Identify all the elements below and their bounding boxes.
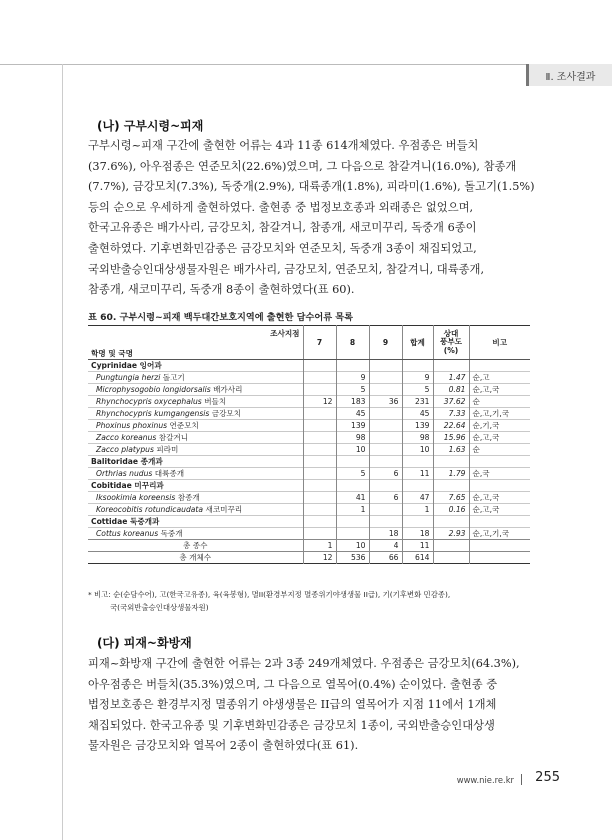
scientific-name: Zacco koreanus	[96, 433, 157, 442]
count-site-7: 12	[303, 396, 336, 408]
family-name: Balitoridae 종개과	[88, 456, 303, 468]
empty-cell	[433, 516, 469, 528]
count-site-8: 9	[336, 372, 369, 384]
family-row	[88, 456, 530, 468]
paragraph-line: 채집되었다. 한국고유종 및 기후변화민감종은 금강모치 1종이, 국외반출승인대상생	[88, 718, 495, 732]
footer-url: www.nie.re.kr	[456, 775, 514, 785]
count-site-9	[369, 408, 402, 420]
header-col-9: 9	[369, 326, 402, 360]
count-site-7	[303, 444, 336, 456]
table-body	[88, 360, 530, 564]
species-name-cell	[88, 420, 303, 432]
total-label: 총 종수	[88, 540, 303, 552]
korean-name: 피라미	[156, 445, 179, 454]
total-site-7: 1	[303, 540, 336, 552]
relative-abundance: 7.65	[433, 492, 469, 504]
korean-name: 연준모치	[169, 421, 199, 430]
scientific-name: Phoxinus phoxinus	[96, 421, 168, 430]
family-name: Cottidae 둑중개과	[88, 516, 303, 528]
remark: 순	[469, 396, 530, 408]
header-name-cell	[88, 326, 303, 360]
family-name: Cyprinidae 잉어과	[91, 361, 162, 370]
count-site-9	[369, 432, 402, 444]
total-label: 총 개체수	[88, 552, 303, 564]
count-site-8: 139	[336, 420, 369, 432]
section-b-paragraph	[88, 136, 535, 301]
count-site-8: 183	[336, 396, 369, 408]
table-header-row	[88, 326, 530, 360]
empty-cell	[469, 360, 530, 372]
scientific-name: Orthrias nudus	[96, 469, 153, 478]
paragraph-line: 한국고유종은 배가사리, 금강모치, 참갈겨니, 참종개, 새코미꾸리, 독중개 6종이	[88, 221, 477, 235]
species-name-cell	[88, 384, 303, 396]
empty-cell	[469, 516, 530, 528]
empty-cell	[433, 456, 469, 468]
header-col-8: 8	[336, 326, 369, 360]
empty-cell	[469, 456, 530, 468]
count-site-8: 98	[336, 432, 369, 444]
count-site-8: 5	[336, 468, 369, 480]
count-total: 9	[402, 372, 433, 384]
empty-cell	[303, 360, 336, 372]
table-row	[88, 420, 530, 432]
count-total: 47	[402, 492, 433, 504]
fish-table	[88, 325, 530, 564]
table-caption: 표 60. 구부시령~피재 백두대간보호지역에 출현한 담수어류 목록	[88, 312, 354, 323]
total-site-9: 66	[369, 552, 402, 564]
species-name-cell	[88, 396, 303, 408]
scientific-name: Cottus koreanus	[96, 529, 159, 538]
paragraph-line: (7.7%), 금강모치(7.3%), 독중개(2.9%), 대륙종개(1.8%), 피라미(1.6%), 돌고기(1.5%)	[88, 180, 535, 194]
section-c-title: (다) 피재~화방재	[97, 636, 192, 650]
paragraph-line: 아우점종은 버들치(35.3%)였으며, 그 다음으로 열목어(0.4%) 순이었다. 출현종 중	[88, 677, 498, 691]
count-total: 98	[402, 432, 433, 444]
total-sum: 614	[402, 552, 433, 564]
total-site-7: 12	[303, 552, 336, 564]
count-site-9	[369, 420, 402, 432]
paragraph-line: (37.6%), 아우점종은 연준모치(22.6%)였으며, 그 다음으로 참갈겨니(16.0%), 참종개	[88, 159, 517, 173]
species-name-cell	[88, 468, 303, 480]
header-total: 합계	[402, 326, 433, 360]
table-note	[88, 588, 528, 614]
paragraph-line: 법정보호종은 환경부지정 멸종위기 야생생물은 II급의 열목어가 지점 11에서 1개체	[88, 698, 497, 712]
count-total: 11	[402, 468, 433, 480]
table-row	[88, 432, 530, 444]
count-site-8: 45	[336, 408, 369, 420]
empty-cell	[433, 552, 469, 564]
running-header	[526, 64, 612, 86]
table-row	[88, 492, 530, 504]
table-row	[88, 444, 530, 456]
count-site-9: 18	[369, 528, 402, 540]
count-site-7	[303, 468, 336, 480]
count-site-9: 6	[369, 468, 402, 480]
empty-cell	[336, 516, 369, 528]
count-total: 231	[402, 396, 433, 408]
empty-cell	[336, 360, 369, 372]
empty-cell	[402, 360, 433, 372]
korean-name: 버들치	[204, 397, 227, 406]
total-site-8: 10	[336, 540, 369, 552]
species-name-cell	[88, 504, 303, 516]
relative-abundance: 22.64	[433, 420, 469, 432]
total-site-9: 4	[369, 540, 402, 552]
table-row	[88, 372, 530, 384]
count-total: 18	[402, 528, 433, 540]
korean-name: 새코미꾸리	[205, 505, 243, 514]
empty-cell	[369, 360, 402, 372]
table-row	[88, 384, 530, 396]
paragraph-line: 출현하였다. 기후변화민감종은 금강모치와 연준모치, 독중개 3종이 채집되었고,	[88, 241, 477, 255]
table-row	[88, 528, 530, 540]
paragraph-line: 등의 순으로 우세하게 출현하였다. 출현종 중 법정보호종과 외래종은 없었으며,	[88, 200, 474, 214]
scientific-name: Iksookimia koreensis	[96, 493, 176, 502]
remark: 순,고,기,국	[469, 528, 530, 540]
remark: 순,고,기,국	[469, 408, 530, 420]
count-site-7	[303, 408, 336, 420]
section-c-paragraph	[88, 654, 530, 757]
count-site-7	[303, 492, 336, 504]
table-row	[88, 396, 530, 408]
header-relative	[433, 326, 469, 360]
paragraph-line: 물자원은 금강모치와 열목어 2종이 출현하였다(표 61).	[88, 739, 359, 753]
count-site-8: 41	[336, 492, 369, 504]
remark: 순,고,국	[469, 492, 530, 504]
remark: 순,고,국	[469, 504, 530, 516]
empty-cell	[469, 540, 530, 552]
relative-abundance: 15.96	[433, 432, 469, 444]
count-site-7	[303, 420, 336, 432]
header-relative-3: (%)	[443, 345, 459, 355]
paragraph-line: 국외반출승인대상생물자원은 배가사리, 금강모치, 연준모치, 참갈겨니, 대륙종개,	[88, 262, 485, 276]
korean-name: 독중개	[160, 529, 183, 538]
empty-cell	[369, 480, 402, 492]
count-site-9	[369, 504, 402, 516]
relative-abundance: 1.47	[433, 372, 469, 384]
empty-cell	[469, 480, 530, 492]
scientific-name: Koreocobitis rotundicaudata	[96, 505, 204, 514]
note-line-1: * 비고: 순(순담수어), 고(한국고유종), 육(육봉형), 멸II(환경부지정 멸종위기야생생물 II급), 기(기후변화 민감종),	[88, 590, 451, 599]
table-row	[88, 504, 530, 516]
paragraph-line: 참종개, 새코미꾸리, 독중개 8종이 출현하였다(표 60).	[88, 283, 355, 297]
korean-name: 배가사리	[213, 385, 243, 394]
section-b-title: (나) 구부시령~피재	[97, 119, 204, 133]
species-name-cell	[88, 372, 303, 384]
total-sum: 11	[402, 540, 433, 552]
header-relative-1: 상대	[443, 328, 459, 338]
relative-abundance: 0.16	[433, 504, 469, 516]
margin-rule	[62, 64, 63, 840]
total-row	[88, 540, 530, 552]
count-site-9	[369, 444, 402, 456]
header-remark: 비고	[469, 326, 530, 360]
remark: 순,고	[469, 372, 530, 384]
page-number: 255	[535, 770, 560, 785]
count-site-7	[303, 504, 336, 516]
empty-cell	[433, 360, 469, 372]
count-site-8: 10	[336, 444, 369, 456]
paragraph-line: 피재~화방재 구간에 출현한 어류는 2과 3종 249개체였다. 우점종은 금강모치(64.3%),	[88, 657, 520, 670]
remark: 순	[469, 444, 530, 456]
header-site-label: 조사지점	[270, 329, 300, 338]
count-site-7	[303, 372, 336, 384]
family-row	[88, 360, 530, 372]
species-name-cell	[88, 408, 303, 420]
count-site-9: 36	[369, 396, 402, 408]
count-site-7	[303, 528, 336, 540]
species-name-cell	[88, 432, 303, 444]
remark: 순,고,국	[469, 432, 530, 444]
footer-separator	[521, 774, 522, 785]
count-site-8	[336, 528, 369, 540]
remark: 순,고,국	[469, 384, 530, 396]
scientific-name: Pungtungia herzi	[96, 373, 161, 382]
family-row	[88, 516, 530, 528]
korean-name: 참갈겨니	[158, 433, 189, 442]
empty-cell	[336, 456, 369, 468]
table-row	[88, 468, 530, 480]
empty-cell	[433, 540, 469, 552]
section-c-heading	[97, 634, 192, 651]
empty-cell	[433, 480, 469, 492]
empty-cell	[336, 480, 369, 492]
count-site-7	[303, 384, 336, 396]
scientific-name: Rhynchocypris oxycephalus	[96, 397, 202, 406]
note-line-2: 국(국외반출승인대상생물자원)	[110, 603, 209, 612]
korean-name: 금강모치	[211, 409, 242, 418]
empty-cell	[469, 552, 530, 564]
empty-cell	[369, 516, 402, 528]
count-total: 45	[402, 408, 433, 420]
korean-name: 돌고기	[162, 373, 185, 382]
relative-abundance: 7.33	[433, 408, 469, 420]
korean-name: 참종개	[177, 493, 200, 502]
count-site-9: 6	[369, 492, 402, 504]
scientific-name: Zacco platypus	[96, 445, 154, 454]
family-row	[88, 480, 530, 492]
relative-abundance: 0.81	[433, 384, 469, 396]
remark: 순,기,국	[469, 420, 530, 432]
species-name-cell	[88, 444, 303, 456]
empty-cell	[402, 456, 433, 468]
relative-abundance: 1.63	[433, 444, 469, 456]
count-site-8: 1	[336, 504, 369, 516]
count-total: 1	[402, 504, 433, 516]
table-row	[88, 408, 530, 420]
relative-abundance: 37.62	[433, 396, 469, 408]
header-relative-2: 풍부도	[439, 337, 462, 347]
count-total: 10	[402, 444, 433, 456]
empty-cell	[303, 516, 336, 528]
section-b-heading	[97, 117, 203, 134]
empty-cell	[402, 480, 433, 492]
korean-name: 대륙종개	[154, 469, 185, 478]
header-name-label: 학명 및 국명	[91, 349, 133, 358]
family-name: Cobitidae 미꾸리과	[88, 480, 303, 492]
scientific-name: Microphysogobio longidorsalis	[96, 385, 211, 394]
count-site-8: 5	[336, 384, 369, 396]
count-site-9	[369, 384, 402, 396]
empty-cell	[369, 456, 402, 468]
count-total: 5	[402, 384, 433, 396]
total-row	[88, 552, 530, 564]
remark: 순,국	[469, 468, 530, 480]
header-col-7: 7	[303, 326, 336, 360]
count-total: 139	[402, 420, 433, 432]
total-site-8: 536	[336, 552, 369, 564]
relative-abundance: 1.79	[433, 468, 469, 480]
species-name-cell	[88, 528, 303, 540]
count-site-9	[369, 372, 402, 384]
count-site-7	[303, 432, 336, 444]
empty-cell	[303, 456, 336, 468]
scientific-name: Rhynchocypris kumgangensis	[96, 409, 210, 418]
relative-abundance: 2.93	[433, 528, 469, 540]
empty-cell	[402, 516, 433, 528]
running-header-text: Ⅱ. 조사결과	[545, 71, 596, 83]
paragraph-line: 구부시령~피재 구간에 출현한 어류는 4과 11종 614개체였다. 우점종은 버들치	[88, 139, 479, 152]
header-rule	[0, 64, 612, 65]
empty-cell	[303, 480, 336, 492]
species-name-cell	[88, 492, 303, 504]
